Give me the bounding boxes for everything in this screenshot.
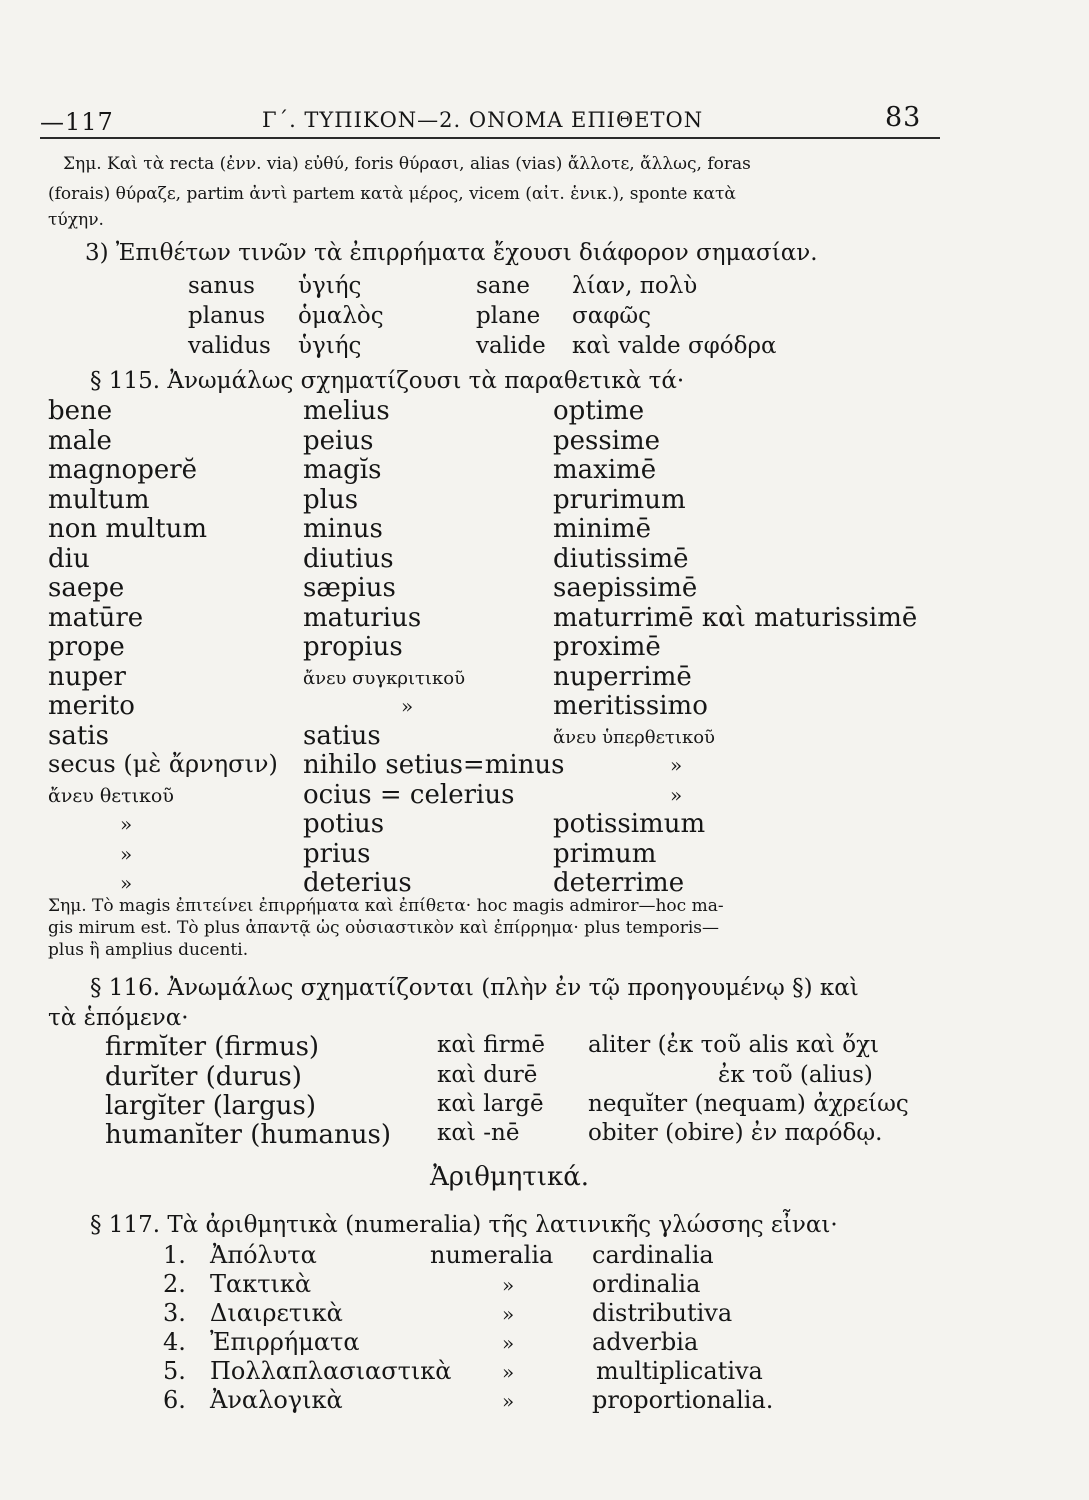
table-row [118,1241,1018,1270]
table-row [118,1357,1018,1386]
table-row [48,544,948,574]
point3-word: sane [476,273,530,299]
section-117-heading: § 117. Τὰ ἀριθμητικὰ (numeralia) τῆς λατινικῆς γλώσσης εἶναι· [90,1212,838,1238]
adverb-form: durĭter (durus) [105,1062,302,1092]
superlative: pessime [553,425,661,456]
positive: matūre [48,602,144,633]
latin-term: » [502,1360,515,1384]
row-number: 1. [163,1241,186,1269]
positive: secus (μὲ ἄρνησιν) [48,750,278,778]
comparative: minus [303,514,383,544]
adverb-form: largĭter (largus) [105,1091,316,1121]
header-rule [40,137,940,139]
row-number: 6. [163,1386,186,1414]
point3-word: planus [188,303,266,329]
greek-term: Τακτικὰ [210,1270,312,1298]
point3-heading: 3) Ἐπιθέτων τινῶν τὰ ἐπιρρήματα ἔχουσι διάφορον σημασίαν. [85,240,818,266]
comparative: melius [303,396,390,426]
note-line: plus ἢ amplius ducenti. [48,940,249,960]
point3-word: valide [476,333,546,359]
section-116-heading-cont: τὰ ἑπόμενα· [48,1005,189,1031]
greek-term: Ἀπόλυτα [210,1241,317,1269]
comparative: diutius [303,543,394,574]
comparative: maturius [303,602,422,633]
comparative: propius [303,632,403,662]
greek-term: Διαιρετικὰ [210,1299,343,1327]
adverb-note: obiter (obire) ἐν παρόδῳ. [588,1120,883,1146]
positive: diu [48,543,90,574]
latin-category: proportionalia. [592,1386,774,1414]
greek-term: Ἀναλογικὰ [210,1386,343,1414]
latin-term: numeralia [430,1241,554,1269]
note-line: gis mirum est. Τὸ plus ἀπαντᾷ ὡς οὐσιαστικὸν καὶ ἐπίρρημα· plus temporis— [48,918,719,938]
superlative: nuperrimē [553,661,692,692]
section-title-numerals: Ἀριθμητικά. [430,1162,590,1192]
latin-term: » [502,1302,515,1326]
table-row [48,750,948,780]
table-row [118,1328,1018,1357]
table-row [48,839,948,869]
table-row [48,573,948,603]
positive: prope [48,632,125,662]
positive: magnoperĕ [48,455,198,485]
table-row [48,455,948,485]
point3-word: λίαν, πολὺ [572,273,698,299]
section-116-heading: § 116. Ἀνωμάλως σχηματίζονται (πλὴν ἐν τῷ προηγουμένῳ §) καὶ [90,975,859,1001]
positive: » [120,841,133,866]
point3-word: validus [188,333,271,359]
point3-word: plane [476,303,541,329]
numerals-table [118,1241,1018,1415]
positive: » [120,871,133,895]
latin-term: » [502,1331,515,1355]
table-row [48,691,948,721]
latin-category: distributiva [592,1299,733,1327]
section-115-heading: § 115. Ἀνωμάλως σχηματίζουσι τὰ παραθετικὰ τά· [90,368,685,394]
comparative: magĭs [303,455,382,485]
table-row [48,721,948,751]
table-row [48,603,948,633]
adverb-form: humanĭter (humanus) [105,1120,391,1150]
superlative: prurimum [553,484,686,515]
row-number: 2. [163,1270,186,1298]
table-row [48,514,948,544]
superlative: minimē [553,514,652,544]
note-line: τύχην. [48,210,104,230]
table-row [48,632,948,662]
adverb-form: firmĭter (firmus) [105,1032,320,1062]
greek-term: Πολλαπλασιαστικὰ [210,1357,452,1385]
superlative: deterrime [553,868,685,898]
row-number: 5. [163,1357,186,1385]
latin-term: » [502,1273,515,1297]
table-row [48,780,948,810]
adverb-note: ἐκ τοῦ (alius) [718,1062,873,1088]
comparative: » [401,694,414,718]
comparative: sæpius [303,573,396,603]
positive: multum [48,484,150,515]
latin-category: cardinalia [592,1241,714,1269]
superlative: meritissimo [553,691,708,721]
adverb-note: aliter (ἐκ τοῦ alis καὶ ὄχι [588,1032,880,1058]
superlative: maximē [553,455,657,485]
table-row [48,426,948,456]
note-line: Σημ. Καὶ τὰ recta (ἐνν. via) εὐθύ, foris θύρασι, alias (vias) ἄλλοτε, ἄλλως, foras [63,154,751,174]
positive: male [48,425,112,456]
positive: » [120,812,133,836]
note-line: (forais) θύραζε, partim ἀντὶ partem κατὰ μέρος, vicem (αἰτ. ἑνικ.), sponte κατὰ [48,184,736,204]
comparative: satius [303,720,381,751]
header-section-number: —117 [40,108,114,136]
greek-term: Ἐπιρρήματα [210,1328,360,1356]
positive: bene [48,396,113,426]
note-line: Σημ. Τὸ magis ἐπιτείνει ἐπιρρήματα καὶ ἐπίθετα· hoc magis admiror—hoc ma- [48,896,724,916]
adverb-note: nequĭter (nequam) ἀχρείως [588,1091,909,1117]
adverb-variant: καὶ -nē [437,1120,520,1146]
positive: nuper [48,661,126,692]
positive: ἄνευ θετικοῦ [48,784,174,807]
point3-word: ὑγιής [298,273,362,299]
superlative: ἄνευ ὑπερθετικοῦ [553,726,715,748]
positive: merito [48,691,135,721]
superlative: optime [553,396,645,426]
point3-word: sanus [188,273,255,299]
adverb-variant: καὶ durē [437,1062,538,1088]
point3-word: ὑγιής [298,333,362,359]
positive: saepe [48,573,125,603]
latin-category: multiplicativa [596,1357,763,1385]
superlative: maturrimē καὶ maturissimē [553,602,918,633]
table-row [48,868,948,898]
point3-word: σαφῶς [572,303,651,329]
superlative: potissimum [553,809,706,839]
table-row [118,1270,1018,1299]
comparative: prius [303,838,371,869]
page-number: 83 [885,102,922,133]
table-row [118,1299,1018,1328]
table-row [118,1386,1018,1415]
comparative: nihilo setius=minus [303,750,565,780]
comparative: ἄνευ συγκριτικοῦ [303,667,466,689]
table-row [48,396,948,426]
point3-word: καὶ valde σφόδρα [572,333,777,359]
point3-word: ὁμαλὸς [298,303,384,329]
row-number: 4. [163,1328,186,1356]
adverb-variant: καὶ largē [437,1091,544,1117]
superlative: » [670,753,683,777]
positive: satis [48,720,109,751]
table-row [48,662,948,692]
superlative: saepissimē [553,573,698,603]
superlative: » [670,782,683,807]
superlative: primum [553,838,657,869]
superlative: diutissimē [553,543,689,574]
adverb-variant: καὶ firmē [437,1032,545,1058]
comparative: peius [303,425,374,456]
latin-term: » [502,1389,515,1413]
comparative: potius [303,809,385,839]
latin-category: ordinalia [592,1270,701,1298]
superlative: proximē [553,632,661,662]
latin-category: adverbia [592,1328,699,1356]
comparison-table [48,396,948,898]
comparative: deterius [303,868,412,898]
comparative: ocius = celerius [303,779,515,810]
header-title: Γ΄. ΤΥΠΙΚΟΝ—2. ΟΝΟΜΑ ΕΠΙΘΕΤΟΝ [262,108,704,132]
row-number: 3. [163,1299,186,1327]
table-row [48,485,948,515]
positive: non multum [48,514,207,544]
table-row [48,809,948,839]
comparative: plus [303,484,359,515]
